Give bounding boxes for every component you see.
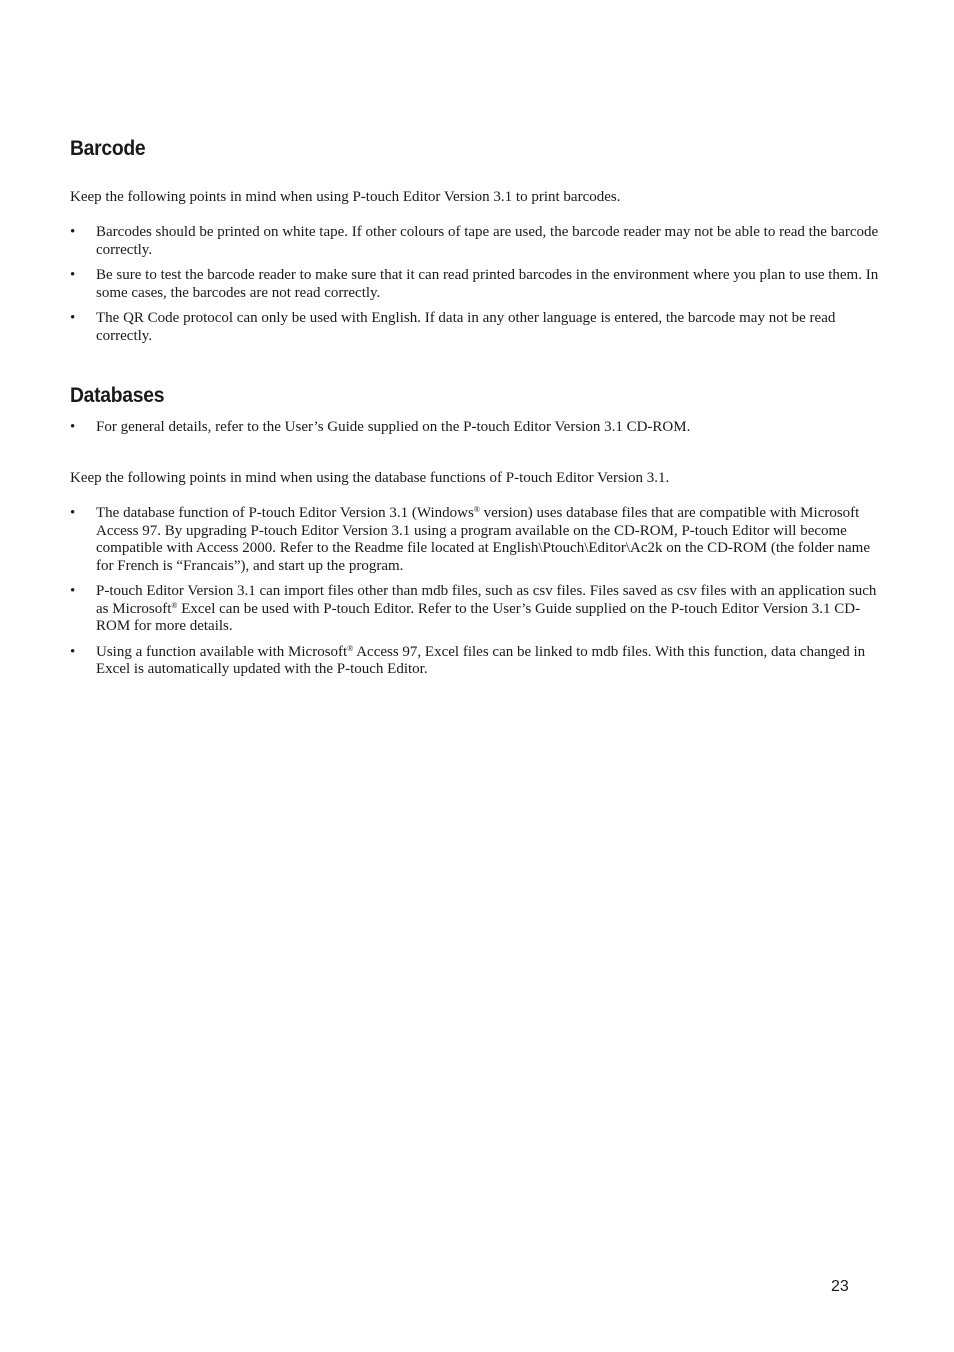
bullet-marker: •	[70, 643, 76, 660]
bullet-text: Be sure to test the barcode reader to make sure that it can read printed barcodes in the environment where you plan to use them. In some cases, the barcodes are not read correctly.	[96, 267, 879, 301]
list-item	[70, 267, 886, 302]
bullet-text	[96, 505, 870, 574]
list-item	[70, 644, 886, 679]
list-item	[70, 310, 886, 345]
text-segment: Access 97, Excel files can be linked to mdb files. With this function, data changed in Excel is automatically updated with the P-touch Editor.	[96, 643, 866, 677]
barcode-heading: Barcode	[70, 137, 146, 160]
registered-mark: ®	[171, 600, 178, 610]
list-item	[70, 583, 886, 636]
databases-intro: Keep the following points in mind when using the database functions of P-touch Editor Version 3.1.	[70, 470, 670, 486]
text-segment: Using a function available with Microsoft	[96, 643, 348, 660]
list-item	[70, 224, 886, 259]
text-segment: version) uses database files that are compatible with Microsoft Access 97. By upgrading P-touch Editor Version 3.1 using a program available on the CD-ROM, P-touch Editor will become compatible with Access 2000. Refer to the Readme file located at English\Ptouch\Editor\Ac2k on the CD-ROM (the folder name for French is “Francais”), and start up the program.	[96, 505, 870, 574]
bullet-marker: •	[70, 310, 76, 326]
bullet-marker: •	[70, 267, 76, 283]
bullet-marker: •	[70, 583, 76, 599]
databases-heading: Databases	[70, 384, 165, 407]
list-item	[70, 419, 886, 437]
barcode-intro: Keep the following points in mind when using P-touch Editor Version 3.1 to print barcodes.	[70, 189, 621, 205]
bullet-marker: •	[70, 419, 76, 435]
text-segment: P-touch Editor Version 3.1 can import files other than mdb files, such as csv files. Files saved as csv files with an application such as Microsoft	[96, 583, 877, 617]
bullet-marker: •	[70, 505, 76, 521]
barcode-bullet-list	[70, 224, 886, 353]
bullet-text: Barcodes should be printed on white tape. If other colours of tape are used, the barcode reader may not be able to read the barcode correctly.	[96, 224, 879, 258]
text-segment: The database function of P-touch Editor Version 3.1 (Windows	[96, 505, 474, 521]
bullet-text	[96, 583, 876, 634]
bullet-text: The QR Code protocol can only be used with English. If data in any other language is entered, the barcode may not be read correctly.	[96, 310, 836, 344]
text-segment: Excel can be used with P-touch Editor. Refer to the User’s Guide supplied on the P-touch Editor Version 3.1 CD-ROM for more details.	[96, 600, 861, 634]
bullet-text: For general details, refer to the User’s Guide supplied on the P-touch Editor Version 3.1 CD-ROM.	[96, 419, 691, 435]
page-number: 23	[831, 1278, 849, 1295]
bullet-text	[96, 644, 865, 678]
registered-mark: ®	[473, 505, 480, 514]
databases-general-list	[70, 419, 886, 445]
list-item	[70, 505, 886, 575]
bullet-marker: •	[70, 224, 76, 240]
databases-bullet-list	[70, 505, 886, 687]
registered-mark: ®	[347, 643, 354, 653]
